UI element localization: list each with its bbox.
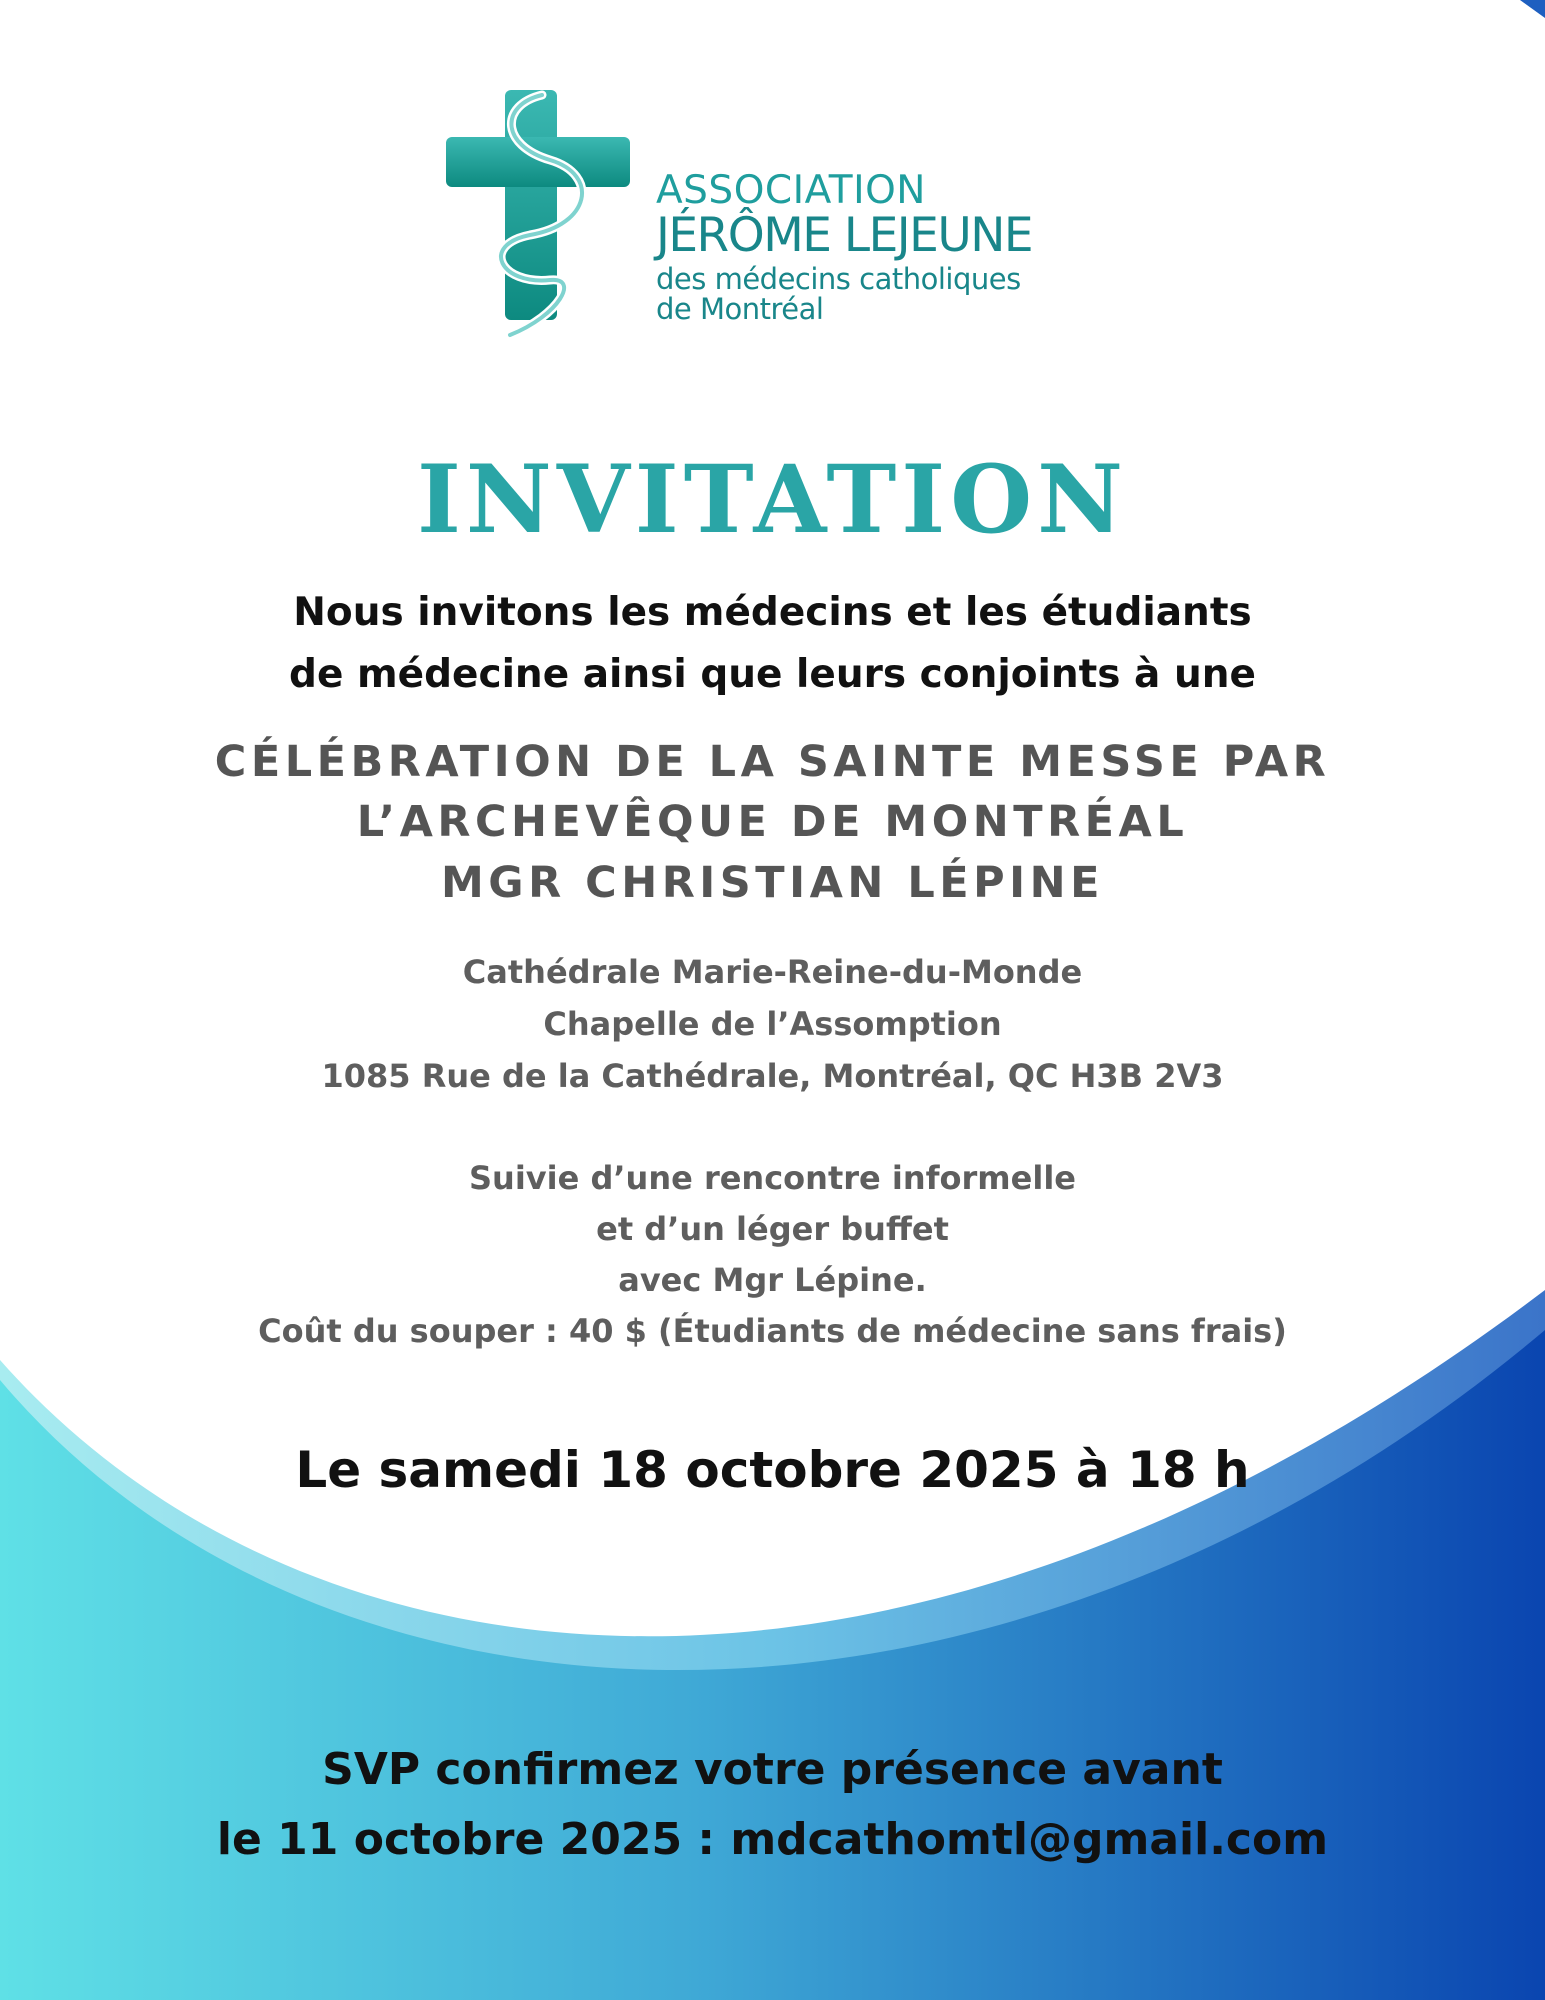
logo-association-text: ASSOCIATION (656, 168, 926, 213)
venue-name: Cathédrale Marie-Reine-du-Monde (462, 953, 1083, 991)
rsvp-line-2: le 11 octobre 2025 : mdcathomtl@gmail.com (216, 1814, 1329, 1865)
logo-city-text: de Montréal (656, 292, 824, 326)
event-date: Le samedi 18 octobre 2025 à 18 h (295, 1441, 1250, 1499)
venue-chapel: Chapelle de l’Assomption (543, 1005, 1002, 1043)
intro-line-2: de médecine ainsi que leurs conjoints à une (289, 652, 1256, 697)
after-line-1: Suivie d’une rencontre informelle (469, 1159, 1076, 1197)
celebration-line-2: L’ARCHEVÊQUE DE MONTRÉAL (356, 797, 1189, 847)
logo-name-text: JÉRÔME LEJEUNE (656, 208, 1033, 263)
page-title: INVITATION (416, 445, 1129, 555)
venue-address: 1085 Rue de la Cathédrale, Montréal, QC H3B 2V3 (321, 1057, 1224, 1095)
after-line-3: avec Mgr Lépine. (618, 1261, 927, 1299)
cross-with-serpent-icon (440, 85, 640, 345)
rsvp-line-1: SVP confirmez votre présence avant (322, 1744, 1223, 1795)
intro-line-1: Nous invitons les médecins et les étudiants (293, 590, 1252, 635)
celebration-line-3: MGR CHRISTIAN LÉPINE (440, 858, 1104, 908)
corner-accent (1520, 0, 1545, 18)
dinner-cost: Coût du souper : 40 $ (Étudiants de médecine sans frais) (258, 1312, 1287, 1350)
after-line-2: et d’un léger buffet (596, 1210, 949, 1248)
logo-subtitle-text: des médecins catholiques (656, 262, 1021, 296)
celebration-line-1: CÉLÉBRATION DE LA SAINTE MESSE PAR (214, 737, 1331, 787)
